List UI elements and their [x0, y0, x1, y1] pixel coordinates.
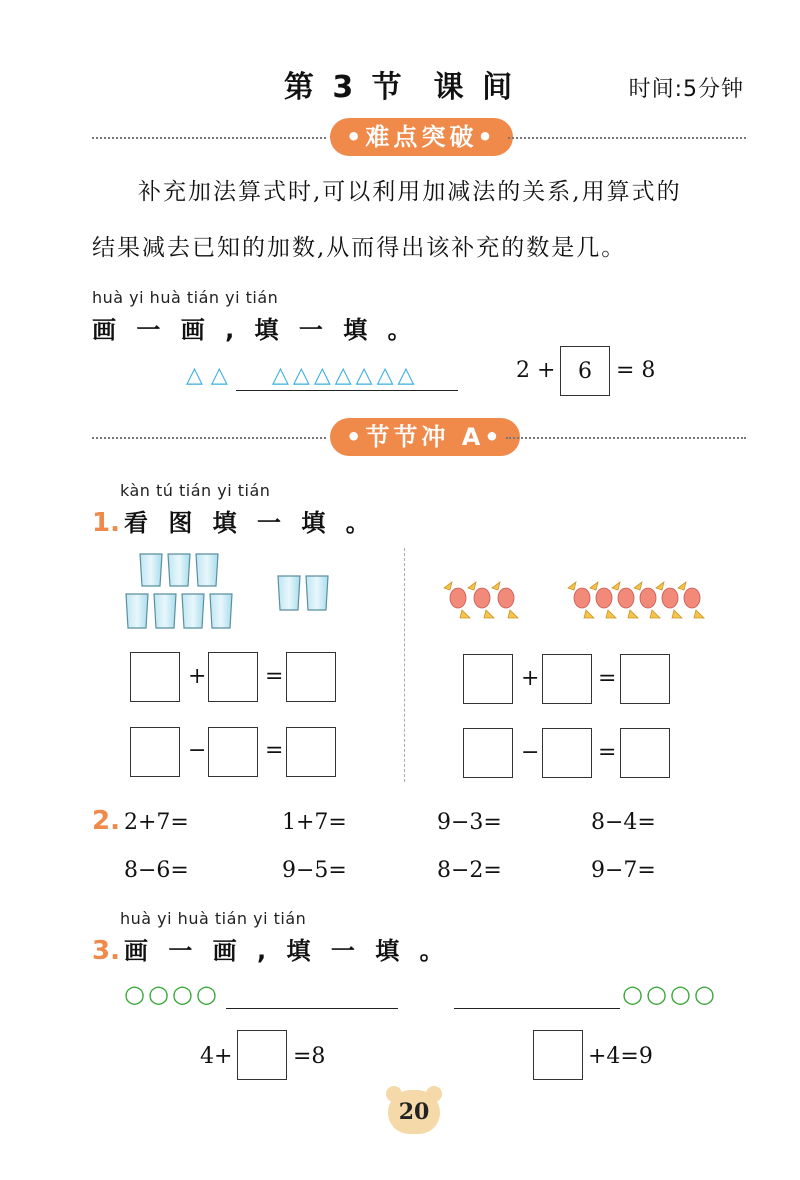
cup-icon — [278, 576, 300, 610]
q3-number: 3. — [92, 936, 120, 966]
banner-practice-a: •节节冲 A• — [330, 418, 520, 456]
q3-circles-right: ○○○○ — [622, 980, 718, 1008]
candy-icon — [678, 582, 704, 618]
q2-number: 2. — [92, 806, 120, 836]
q1-left-sub-box-2[interactable] — [208, 727, 258, 777]
candy-group-left — [444, 582, 518, 618]
triangles-given: △△ — [186, 363, 236, 388]
q1-heading — [92, 503, 376, 538]
cups-illustration — [122, 550, 342, 636]
q2-item: 9−5= — [282, 858, 347, 883]
time-limit: 时间:5分钟 — [628, 77, 744, 102]
dotted-divider-left-1 — [92, 137, 326, 139]
q1-right-add-box-2[interactable] — [542, 654, 592, 704]
heading-draw-fill: 画 一 画 , 填 一 填 。 — [92, 316, 418, 344]
candy-icon — [468, 582, 494, 618]
candy-illustration — [438, 574, 728, 624]
answer-line-triangles — [236, 390, 458, 391]
q1-left-sub-box-1[interactable] — [130, 727, 180, 777]
candy-icon — [568, 582, 594, 618]
q2-item: 9−3= — [437, 810, 502, 835]
cup-icon — [196, 554, 218, 586]
q1-left-add-box-1[interactable] — [130, 652, 180, 702]
q1-right-equals-2: = — [598, 740, 617, 765]
q3-eq2-right: +4=9 — [588, 1044, 653, 1069]
q3-circles-left: ○○○○ — [124, 980, 220, 1008]
tip-line-2: 结果减去已知的加数,从而得出该补充的数是几。 — [92, 235, 627, 261]
q3-eq1-right: =8 — [293, 1044, 326, 1069]
candy-icon — [492, 582, 518, 618]
tip-line-1: 补充加法算式时,可以利用加减法的关系,用算式的 — [138, 179, 682, 205]
section-name: 课 间 — [433, 70, 517, 105]
q2-item: 1+7= — [282, 810, 347, 835]
q3-draw-line-left[interactable] — [226, 1008, 398, 1009]
cup-icon — [140, 554, 162, 586]
q1-right-add-result[interactable] — [620, 654, 670, 704]
q1-right-sub-box-1[interactable] — [463, 728, 513, 778]
cup-icon — [306, 576, 328, 610]
q2-item: 9−7= — [591, 858, 656, 883]
section-number: 第 3 节 — [283, 70, 406, 105]
q3-title: 画 一 画 , 填 一 填 。 — [123, 937, 450, 965]
q3-pinyin: huà yi huà tián yi tián — [120, 909, 307, 928]
q3-eq2-box[interactable] — [533, 1030, 583, 1080]
q1-divider — [404, 548, 405, 782]
q1-number: 1. — [92, 508, 120, 538]
q1-right-sub-result[interactable] — [620, 728, 670, 778]
q1-right-plus: + — [521, 666, 540, 691]
q1-right-sub-box-2[interactable] — [542, 728, 592, 778]
example-eq-left: 2 + — [516, 358, 556, 383]
cup-icon — [182, 594, 204, 628]
q1-left-sub-result[interactable] — [286, 727, 336, 777]
cup-icon — [126, 594, 148, 628]
pinyin-draw-fill: huà yi huà tián yi tián — [92, 288, 279, 307]
dotted-divider-right-1 — [508, 137, 746, 139]
q1-left-add-box-2[interactable] — [208, 652, 258, 702]
q2-item: 2+7= — [124, 810, 189, 835]
dotted-divider-right-2 — [506, 437, 746, 439]
q1-left-equals-1: = — [265, 664, 284, 689]
q2-item: 8−6= — [124, 858, 189, 883]
example-eq-right: = 8 — [616, 358, 656, 383]
q1-left-minus: − — [188, 738, 207, 763]
candy-icon — [656, 582, 682, 618]
cup-icon — [210, 594, 232, 628]
q3-eq1-left: 4+ — [200, 1044, 233, 1069]
q2-item: 8−2= — [437, 858, 502, 883]
q1-pinyin: kàn tú tián yi tián — [120, 481, 271, 500]
triangles-drawn: △△△△△△△ — [272, 363, 419, 388]
q3-draw-line-right[interactable] — [454, 1008, 620, 1009]
q1-right-minus: − — [521, 740, 540, 765]
cup-icon — [168, 554, 190, 586]
q1-right-equals-1: = — [598, 666, 617, 691]
candy-group-right — [568, 582, 704, 618]
q3-heading — [92, 931, 450, 966]
cup-group-right — [278, 576, 328, 610]
q3-eq1-box[interactable] — [237, 1030, 287, 1080]
q1-left-add-result[interactable] — [286, 652, 336, 702]
candy-icon — [444, 582, 470, 618]
candy-icon — [634, 582, 660, 618]
candy-icon — [612, 582, 638, 618]
q1-title: 看 图 填 一 填 。 — [123, 509, 376, 537]
q1-right-add-box-1[interactable] — [463, 654, 513, 704]
page-number: 20 — [388, 1090, 440, 1134]
cup-group-left — [126, 554, 232, 628]
cup-icon — [154, 594, 176, 628]
candy-icon — [590, 582, 616, 618]
dotted-divider-left-2 — [92, 437, 326, 439]
q2-number-wrap — [92, 806, 124, 836]
example-answer-box: 6 — [560, 346, 610, 396]
banner-difficulty: •难点突破• — [330, 118, 513, 156]
q1-left-plus: + — [188, 664, 207, 689]
tip-paragraph — [92, 164, 752, 276]
q1-left-equals-2: = — [265, 738, 284, 763]
q2-item: 8−4= — [591, 810, 656, 835]
